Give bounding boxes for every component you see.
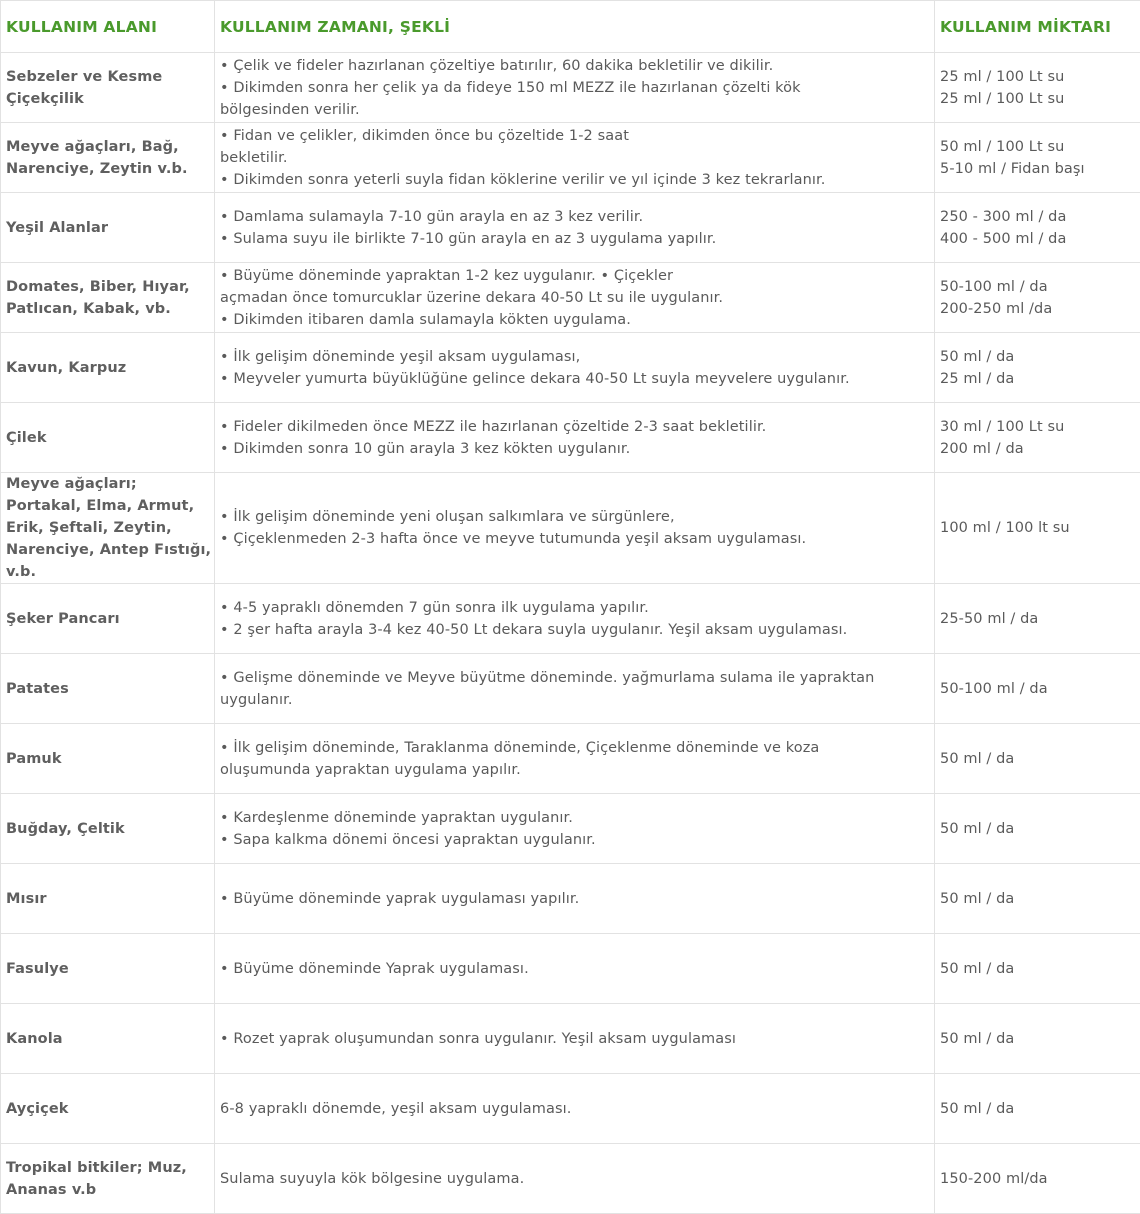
table-row bbox=[1, 1074, 1140, 1144]
method-cell bbox=[215, 654, 935, 724]
amount-cell bbox=[935, 123, 1140, 193]
area-line: Patlıcan, Kabak, vb. bbox=[6, 298, 209, 320]
amount-line: 50-100 ml / da bbox=[940, 678, 1135, 700]
area-line: Kavun, Karpuz bbox=[6, 357, 209, 379]
area-line: Domates, Biber, Hıyar, bbox=[6, 276, 209, 298]
method-line: • Büyüme döneminde Yaprak uygulaması. bbox=[220, 958, 929, 980]
header-method: KULLANIM ZAMANI, ŞEKLİ bbox=[215, 1, 935, 53]
method-cell bbox=[215, 584, 935, 654]
area-line: Erik, Şeftali, Zeytin, bbox=[6, 517, 209, 539]
area-line: Ananas v.b bbox=[6, 1179, 209, 1201]
amount-cell bbox=[935, 473, 1140, 584]
amount-cell bbox=[935, 1074, 1140, 1144]
method-line: • Dikimden itibaren damla sulamayla kökten uygulama. bbox=[220, 309, 929, 331]
area-line: Portakal, Elma, Armut, bbox=[6, 495, 209, 517]
area-line: Yeşil Alanlar bbox=[6, 217, 209, 239]
method-cell bbox=[215, 794, 935, 864]
method-line: • Rozet yaprak oluşumundan sonra uygulanır. Yeşil aksam uygulaması bbox=[220, 1028, 929, 1050]
amount-line: 50-100 ml / da bbox=[940, 276, 1135, 298]
method-cell bbox=[215, 934, 935, 1004]
amount-cell bbox=[935, 794, 1140, 864]
amount-line: 200 ml / da bbox=[940, 438, 1135, 460]
area-line: Çiçekçilik bbox=[6, 88, 209, 110]
method-line: • Büyüme döneminde yapraktan 1-2 kez uygulanır. • Çiçekler bbox=[220, 265, 929, 287]
amount-line: 50 ml / da bbox=[940, 346, 1135, 368]
table-row bbox=[1, 403, 1140, 473]
area-cell bbox=[1, 584, 215, 654]
amount-line: 25 ml / da bbox=[940, 368, 1135, 390]
amount-cell bbox=[935, 864, 1140, 934]
table-row bbox=[1, 724, 1140, 794]
amount-line: 30 ml / 100 Lt su bbox=[940, 416, 1135, 438]
area-cell bbox=[1, 864, 215, 934]
amount-cell bbox=[935, 263, 1140, 333]
method-line: • İlk gelişim döneminde yeni oluşan salkımlara ve sürgünlere, bbox=[220, 506, 929, 528]
amount-cell bbox=[935, 193, 1140, 263]
table-row bbox=[1, 1004, 1140, 1074]
area-line: Sebzeler ve Kesme bbox=[6, 66, 209, 88]
area-line: Narenciye, Zeytin v.b. bbox=[6, 158, 209, 180]
amount-line: 25 ml / 100 Lt su bbox=[940, 66, 1135, 88]
amount-line: 50 ml / da bbox=[940, 958, 1135, 980]
amount-line: 250 - 300 ml / da bbox=[940, 206, 1135, 228]
method-line: oluşumunda yapraktan uygulama yapılır. bbox=[220, 759, 929, 781]
area-cell bbox=[1, 403, 215, 473]
method-line: • İlk gelişim döneminde, Taraklanma döneminde, Çiçeklenme döneminde ve koza bbox=[220, 737, 929, 759]
area-line: Şeker Pancarı bbox=[6, 608, 209, 630]
method-line: • Meyveler yumurta büyüklüğüne gelince dekara 40-50 Lt suyla meyvelere uygulanır. bbox=[220, 368, 929, 390]
table-row bbox=[1, 654, 1140, 724]
area-line: Buğday, Çeltik bbox=[6, 818, 209, 840]
amount-cell bbox=[935, 1144, 1140, 1214]
method-line: bölgesinden verilir. bbox=[220, 99, 929, 121]
method-line: • Dikimden sonra 10 gün arayla 3 kez kökten uygulanır. bbox=[220, 438, 929, 460]
method-cell bbox=[215, 193, 935, 263]
method-line: • İlk gelişim döneminde yeşil aksam uygulaması, bbox=[220, 346, 929, 368]
method-line: • Fideler dikilmeden önce MEZZ ile hazırlanan çözeltide 2-3 saat bekletilir. bbox=[220, 416, 929, 438]
method-cell bbox=[215, 724, 935, 794]
method-cell bbox=[215, 473, 935, 584]
amount-line: 100 ml / 100 lt su bbox=[940, 517, 1135, 539]
header-amount: KULLANIM MİKTARI bbox=[935, 1, 1140, 53]
method-line: • Çelik ve fideler hazırlanan çözeltiye batırılır, 60 dakika bekletilir ve dikilir. bbox=[220, 55, 929, 77]
method-cell bbox=[215, 1074, 935, 1144]
table-row bbox=[1, 794, 1140, 864]
area-line: Tropikal bitkiler; Muz, bbox=[6, 1157, 209, 1179]
amount-line: 5-10 ml / Fidan başı bbox=[940, 158, 1135, 180]
method-line: Sulama suyuyla kök bölgesine uygulama. bbox=[220, 1168, 929, 1190]
table-row bbox=[1, 263, 1140, 333]
area-cell bbox=[1, 53, 215, 123]
method-line: • Büyüme döneminde yaprak uygulaması yapılır. bbox=[220, 888, 929, 910]
area-line: Pamuk bbox=[6, 748, 209, 770]
header-row bbox=[1, 1, 1140, 53]
area-cell bbox=[1, 473, 215, 584]
area-line: Mısır bbox=[6, 888, 209, 910]
method-cell bbox=[215, 53, 935, 123]
area-line: Kanola bbox=[6, 1028, 209, 1050]
method-cell bbox=[215, 1144, 935, 1214]
method-line: • Çiçeklenmeden 2-3 hafta önce ve meyve tutumunda yeşil aksam uygulaması. bbox=[220, 528, 929, 550]
area-line: Patates bbox=[6, 678, 209, 700]
amount-cell bbox=[935, 1004, 1140, 1074]
method-line: • Fidan ve çelikler, dikimden önce bu çözeltide 1-2 saat bbox=[220, 125, 929, 147]
table-row bbox=[1, 473, 1140, 584]
amount-cell bbox=[935, 654, 1140, 724]
area-cell bbox=[1, 263, 215, 333]
method-cell bbox=[215, 864, 935, 934]
method-line: • 4-5 yapraklı dönemden 7 gün sonra ilk uygulama yapılır. bbox=[220, 597, 929, 619]
amount-line: 50 ml / da bbox=[940, 888, 1135, 910]
area-cell bbox=[1, 333, 215, 403]
amount-line: 50 ml / 100 Lt su bbox=[940, 136, 1135, 158]
table-row bbox=[1, 584, 1140, 654]
method-cell bbox=[215, 333, 935, 403]
table-row bbox=[1, 333, 1140, 403]
amount-line: 150-200 ml/da bbox=[940, 1168, 1135, 1190]
amount-line: 50 ml / da bbox=[940, 1098, 1135, 1120]
amount-cell bbox=[935, 403, 1140, 473]
method-line: 6-8 yapraklı dönemde, yeşil aksam uygulaması. bbox=[220, 1098, 929, 1120]
amount-line: 25-50 ml / da bbox=[940, 608, 1135, 630]
area-cell bbox=[1, 794, 215, 864]
table-row bbox=[1, 864, 1140, 934]
area-cell bbox=[1, 1074, 215, 1144]
amount-line: 50 ml / da bbox=[940, 748, 1135, 770]
method-line: uygulanır. bbox=[220, 689, 929, 711]
amount-cell bbox=[935, 724, 1140, 794]
amount-line: 25 ml / 100 Lt su bbox=[940, 88, 1135, 110]
area-line: Meyve ağaçları; bbox=[6, 473, 209, 495]
area-line: v.b. bbox=[6, 561, 209, 583]
method-line: • Dikimden sonra yeterli suyla fidan köklerine verilir ve yıl içinde 3 kez tekrarlanır. bbox=[220, 169, 929, 191]
method-line: • Sapa kalkma dönemi öncesi yapraktan uygulanır. bbox=[220, 829, 929, 851]
method-line: bekletilir. bbox=[220, 147, 929, 169]
amount-cell bbox=[935, 584, 1140, 654]
table-row bbox=[1, 1144, 1140, 1214]
header-area: KULLANIM ALANI bbox=[1, 1, 215, 53]
area-cell bbox=[1, 1144, 215, 1214]
area-line: Fasulye bbox=[6, 958, 209, 980]
method-cell bbox=[215, 1004, 935, 1074]
area-cell bbox=[1, 724, 215, 794]
amount-line: 50 ml / da bbox=[940, 1028, 1135, 1050]
area-cell bbox=[1, 193, 215, 263]
method-line: açmadan önce tomurcuklar üzerine dekara 40-50 Lt su ile uygulanır. bbox=[220, 287, 929, 309]
amount-line: 200-250 ml /da bbox=[940, 298, 1135, 320]
area-cell bbox=[1, 934, 215, 1004]
amount-cell bbox=[935, 934, 1140, 1004]
table-row bbox=[1, 934, 1140, 1004]
area-line: Meyve ağaçları, Bağ, bbox=[6, 136, 209, 158]
area-line: Narenciye, Antep Fıstığı, bbox=[6, 539, 209, 561]
area-cell bbox=[1, 654, 215, 724]
area-cell bbox=[1, 1004, 215, 1074]
method-cell bbox=[215, 403, 935, 473]
table-body bbox=[1, 53, 1140, 1214]
amount-line: 400 - 500 ml / da bbox=[940, 228, 1135, 250]
table-row bbox=[1, 193, 1140, 263]
method-line: • 2 şer hafta arayla 3-4 kez 40-50 Lt dekara suyla uygulanır. Yeşil aksam uygulaması. bbox=[220, 619, 929, 641]
table-row bbox=[1, 53, 1140, 123]
amount-line: 50 ml / da bbox=[940, 818, 1135, 840]
amount-cell bbox=[935, 333, 1140, 403]
method-line: • Sulama suyu ile birlikte 7-10 gün arayla en az 3 uygulama yapılır. bbox=[220, 228, 929, 250]
area-line: Ayçiçek bbox=[6, 1098, 209, 1120]
method-line: • Kardeşlenme döneminde yapraktan uygulanır. bbox=[220, 807, 929, 829]
method-cell bbox=[215, 263, 935, 333]
method-line: • Damlama sulamayla 7-10 gün arayla en az 3 kez verilir. bbox=[220, 206, 929, 228]
area-cell bbox=[1, 123, 215, 193]
method-cell bbox=[215, 123, 935, 193]
area-line: Çilek bbox=[6, 427, 209, 449]
method-line: • Gelişme döneminde ve Meyve büyütme döneminde. yağmurlama sulama ile yapraktan bbox=[220, 667, 929, 689]
amount-cell bbox=[935, 53, 1140, 123]
table-row bbox=[1, 123, 1140, 193]
method-line: • Dikimden sonra her çelik ya da fideye 150 ml MEZZ ile hazırlanan çözelti kök bbox=[220, 77, 929, 99]
